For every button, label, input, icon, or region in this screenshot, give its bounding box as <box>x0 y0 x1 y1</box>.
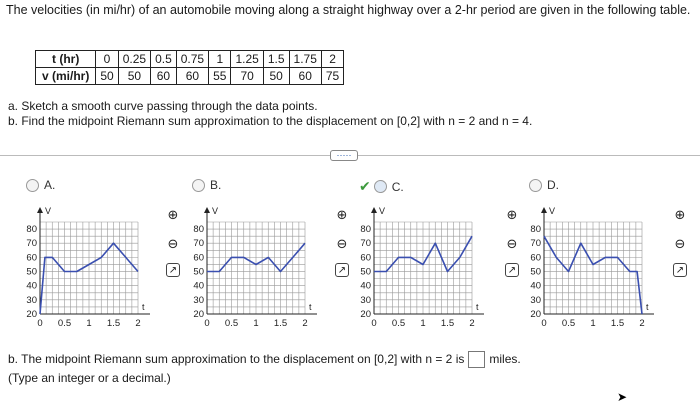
y-tick-label: 20 <box>193 309 204 320</box>
x-axis-label: t <box>142 302 145 312</box>
option-label: A. <box>44 178 56 192</box>
x-tick-label: 2 <box>135 318 141 329</box>
table-cell: 1 <box>209 51 231 68</box>
radio-c[interactable] <box>374 180 387 193</box>
x-axis-label: t <box>476 302 479 312</box>
x-tick-label: 1.5 <box>273 318 288 329</box>
answer-prompt: b. The midpoint Riemann sum approximation to the displacement on [0,2] with n = 2 is <box>8 352 465 366</box>
zoom-out-icon[interactable]: ⊖ <box>674 236 686 251</box>
answer-hint: (Type an integer or a decimal.) <box>8 371 171 385</box>
part-b-text: b. Find the midpoint Riemann sum approximation to the displacement on [0,2] with n = 2 and n = 4. <box>8 114 533 128</box>
table-row-label: t (hr) <box>36 51 96 68</box>
y-tick-label: 50 <box>360 266 371 278</box>
y-tick-label: 50 <box>193 266 204 278</box>
table-cell: 60 <box>289 68 321 85</box>
table-cell: 0.5 <box>151 51 177 68</box>
velocity-table <box>35 50 344 85</box>
table-cell: 60 <box>176 68 208 85</box>
y-tick-label: 70 <box>360 238 371 250</box>
x-axis-label: t <box>646 302 649 312</box>
x-tick-label: 0.5 <box>391 318 406 329</box>
table-row <box>36 51 344 68</box>
more-button[interactable]: ····· <box>330 150 358 161</box>
y-tick-label: 60 <box>193 252 204 264</box>
part-a-text: a. Sketch a smooth curve passing through the data points. <box>8 99 318 113</box>
zoom-in-icon[interactable]: ⊕ <box>674 207 686 222</box>
table-cell: 0.75 <box>176 51 208 68</box>
x-tick-label: 0 <box>204 318 210 329</box>
expand-icon[interactable]: ↗ <box>505 263 519 277</box>
zoom-out-icon[interactable]: ⊖ <box>506 236 518 251</box>
y-tick-label: 70 <box>530 238 541 250</box>
axis-arrow <box>204 207 210 213</box>
table-cell: 50 <box>118 68 150 85</box>
axis-arrow <box>37 207 43 213</box>
option-label: B. <box>210 178 222 192</box>
x-tick-label: 1 <box>86 318 92 329</box>
x-tick-label: 1 <box>420 318 426 329</box>
y-tick-label: 20 <box>26 309 37 320</box>
table-cell: 70 <box>231 68 263 85</box>
x-tick-label: 1.5 <box>106 318 121 329</box>
y-tick-label: 70 <box>193 238 204 250</box>
y-tick-label: 60 <box>360 252 371 264</box>
y-tick-label: 50 <box>530 266 541 278</box>
y-tick-label: 80 <box>530 224 541 236</box>
x-tick-label: 2 <box>639 318 645 329</box>
y-axis-label: V <box>549 206 556 216</box>
x-tick-label: 0.5 <box>57 318 72 329</box>
x-tick-label: 2 <box>302 318 308 329</box>
chart-b <box>187 200 342 330</box>
y-axis-label: V <box>379 206 386 216</box>
table-cell: 50 <box>263 68 289 85</box>
option-c[interactable] <box>359 178 404 195</box>
y-tick-label: 30 <box>530 294 541 306</box>
answer-input[interactable] <box>468 351 485 368</box>
y-tick-label: 80 <box>360 224 371 236</box>
x-tick-label: 0.5 <box>224 318 239 329</box>
zoom-in-icon[interactable]: ⊕ <box>167 207 179 222</box>
axis-arrow <box>371 207 377 213</box>
zoom-out-icon[interactable]: ⊖ <box>336 236 348 251</box>
x-tick-label: 0 <box>541 318 547 329</box>
y-tick-label: 60 <box>26 252 37 264</box>
table-cell: 75 <box>321 68 343 85</box>
option-label: C. <box>391 179 404 194</box>
instructions <box>8 99 532 129</box>
radio-b[interactable] <box>192 179 205 192</box>
x-tick-label: 1 <box>590 318 596 329</box>
x-tick-label: 0 <box>371 318 377 329</box>
table-cell: 1.25 <box>231 51 263 68</box>
option-d[interactable] <box>529 178 559 192</box>
x-tick-label: 1.5 <box>440 318 455 329</box>
answer-unit: miles. <box>489 352 521 366</box>
y-tick-label: 20 <box>530 309 541 320</box>
x-tick-label: 1 <box>253 318 259 329</box>
y-tick-label: 30 <box>360 294 371 306</box>
table-cell: 1.5 <box>263 51 289 68</box>
option-a[interactable] <box>26 178 55 192</box>
y-tick-label: 50 <box>26 266 37 278</box>
table-cell: 55 <box>209 68 231 85</box>
chart-d <box>524 200 679 330</box>
table-cell: 2 <box>321 51 343 68</box>
y-tick-label: 70 <box>26 238 37 250</box>
table-cell: 0 <box>96 51 118 68</box>
chart-a <box>20 200 175 330</box>
zoom-in-icon[interactable]: ⊕ <box>336 207 348 222</box>
x-axis-label: t <box>309 302 312 312</box>
expand-icon[interactable]: ↗ <box>166 263 180 277</box>
y-tick-label: 80 <box>26 224 37 236</box>
chart-c <box>354 200 509 330</box>
checkmark-icon: ✔ <box>359 178 371 194</box>
x-tick-label: 0.5 <box>561 318 576 329</box>
option-label: D. <box>547 178 559 192</box>
y-tick-label: 40 <box>193 280 204 292</box>
table-row <box>36 68 344 85</box>
y-tick-label: 40 <box>360 280 371 292</box>
y-axis-label: V <box>45 206 52 216</box>
mouse-cursor-icon: ➤ <box>617 390 628 404</box>
y-tick-label: 40 <box>26 280 37 292</box>
table-cell: 60 <box>151 68 177 85</box>
expand-icon[interactable]: ↗ <box>335 263 349 277</box>
y-tick-label: 30 <box>26 294 37 306</box>
zoom-out-icon[interactable]: ⊖ <box>167 236 179 251</box>
y-tick-label: 30 <box>193 294 204 306</box>
table-cell: 50 <box>96 68 118 85</box>
y-axis-label: V <box>212 206 219 216</box>
zoom-in-icon[interactable]: ⊕ <box>506 207 518 222</box>
table-row-label: v (mi/hr) <box>36 68 96 85</box>
problem-intro: The velocities (in mi/hr) of an automobile moving along a straight highway over a 2-hr period are given in the following table. <box>6 3 691 17</box>
y-tick-label: 60 <box>530 252 541 264</box>
axis-arrow <box>541 207 547 213</box>
answer-section <box>8 350 521 388</box>
x-tick-label: 0 <box>37 318 43 329</box>
y-tick-label: 20 <box>360 309 371 320</box>
expand-icon[interactable]: ↗ <box>673 263 687 277</box>
option-b[interactable] <box>192 178 221 192</box>
radio-a[interactable] <box>26 179 39 192</box>
radio-d[interactable] <box>529 179 542 192</box>
y-tick-label: 40 <box>530 280 541 292</box>
x-tick-label: 2 <box>469 318 475 329</box>
y-tick-label: 80 <box>193 224 204 236</box>
table-cell: 1.75 <box>289 51 321 68</box>
table-cell: 0.25 <box>118 51 150 68</box>
x-tick-label: 1.5 <box>610 318 625 329</box>
